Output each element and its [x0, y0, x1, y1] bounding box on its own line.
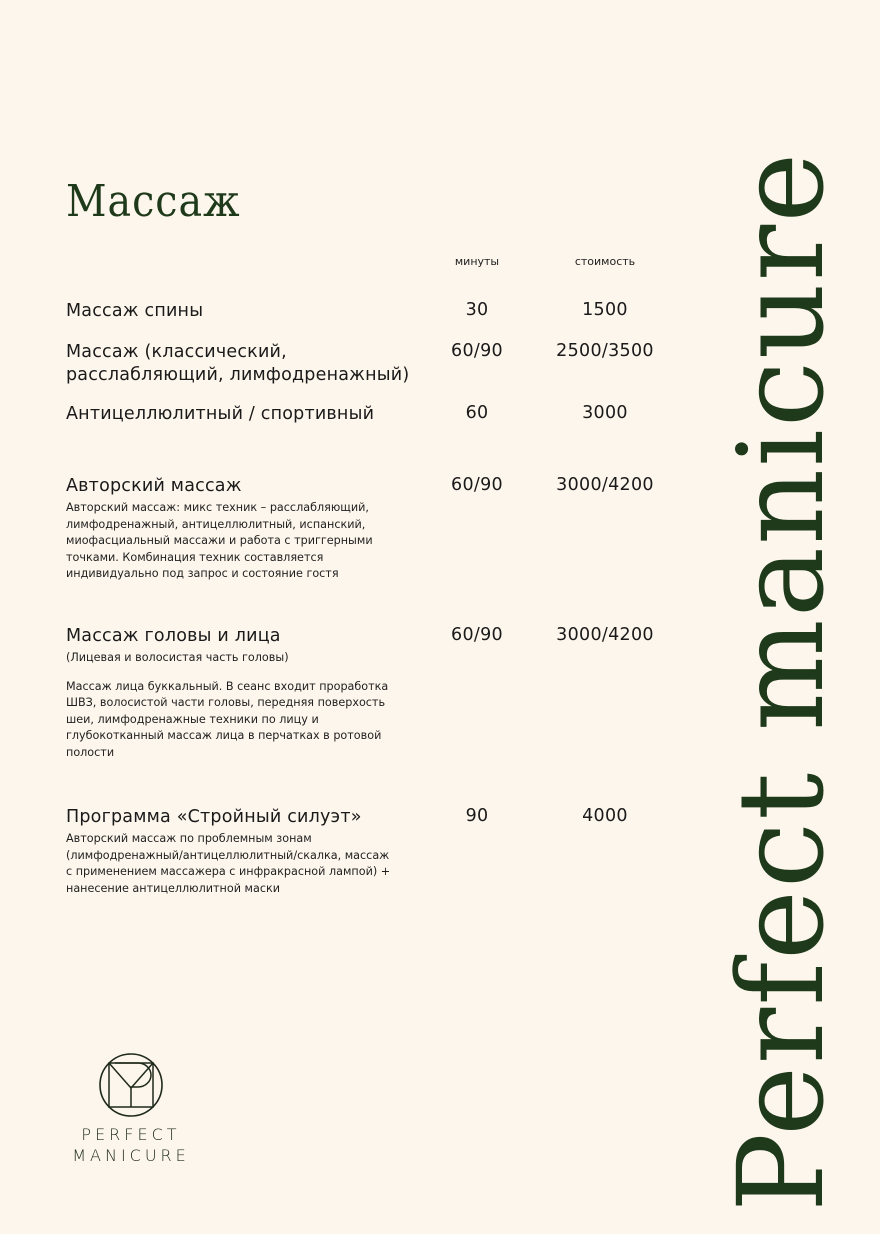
service-description: Авторский массаж по проблемным зонам (лимфодренажный/антицеллюлитный/скалка, массаж с применением массажера с инфракрасной лампой) + нанесение антицеллюлитной маски: [66, 832, 391, 895]
service-name: Антицеллюлитный / спортивный: [66, 404, 375, 424]
brand-logo: [66, 1052, 196, 1166]
column-header-minutes: минуты: [454, 255, 500, 268]
service-minutes: 30: [465, 300, 489, 320]
service-description: Авторский массаж: микс техник – расслабляющий, лимфодренажный, антицеллюлитный, испанский, миофасциальный массажи и работа с триггерными точками. Комбинация техник составляется индивидуально под запрос и состояние гостя: [66, 501, 373, 580]
service-minutes: 90: [465, 806, 489, 826]
service-minutes: 60/90: [451, 625, 503, 645]
service-item: [66, 806, 396, 897]
service-price: 3000/4200: [556, 625, 654, 645]
service-price: 1500: [582, 300, 628, 320]
service-item: [66, 625, 396, 761]
service-name: Массаж спины: [66, 301, 204, 321]
service-price: 2500/3500: [556, 341, 654, 361]
service-price: 3000/4200: [556, 475, 654, 495]
service-price: 4000: [582, 806, 628, 826]
service-name: Массаж (классический, расслабляющий, лимфодренажный): [66, 342, 410, 385]
service-item: [66, 341, 411, 387]
service-name: Программа «Стройный силуэт»: [66, 807, 362, 827]
service-name: Авторский массаж: [66, 476, 242, 496]
service-item: [66, 475, 386, 583]
column-header-price: стоимость: [574, 255, 636, 268]
service-description: Массаж лица буккальный. В сеанс входит проработка ШВЗ, волосистой части головы, передняя поверхость шеи, лимфодренажные техники по лицу и глубокотканный массаж лица в перчатках в ротовой полости: [66, 679, 389, 759]
page-title: Массаж: [66, 176, 241, 227]
logo-text-line2: MANICURE: [72, 1146, 190, 1165]
service-minutes: 60: [465, 403, 489, 423]
service-item: [66, 300, 426, 323]
service-subtitle: (Лицевая и волосистая часть головы): [66, 651, 289, 664]
vertical-brand-text: Perfect manicure: [712, 150, 850, 1212]
logo-text-line1: PERFECT: [81, 1125, 181, 1144]
service-minutes: 60/90: [451, 341, 503, 361]
pm-monogram-icon: [98, 1052, 164, 1118]
service-item: [66, 403, 426, 426]
service-name: Массаж головы и лица: [66, 626, 281, 646]
service-price: 3000: [582, 403, 628, 423]
service-minutes: 60/90: [451, 475, 503, 495]
